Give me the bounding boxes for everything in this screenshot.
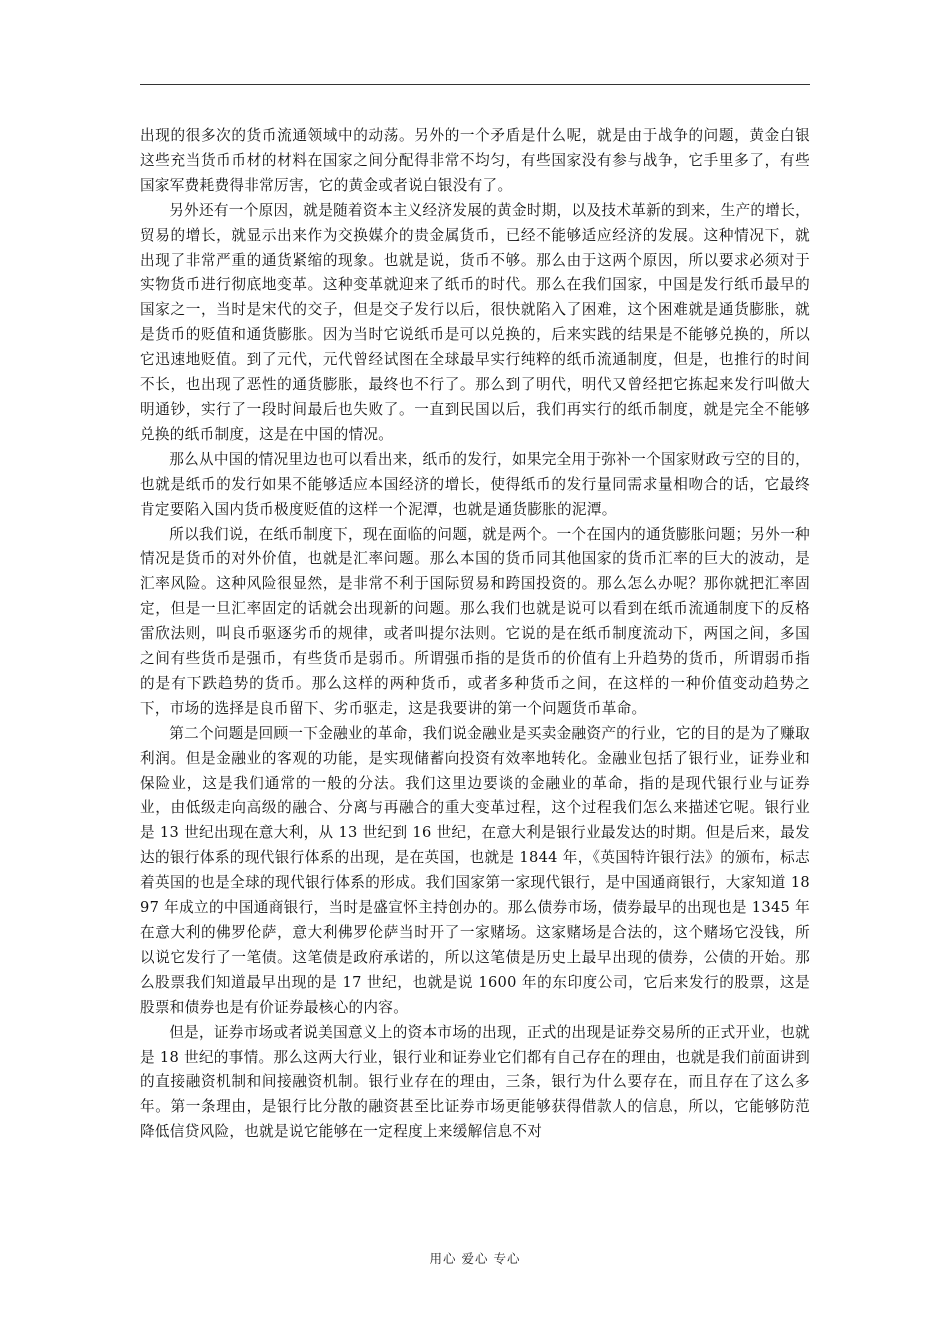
paragraph-2: 另外还有一个原因，就是随着资本主义经济发展的黄金时期，以及技术革新的到来，生产的增长，贸易的增长，就显示出来作为交换媒介的贵金属货币，已经不能够适应经济的发展。这种情况下，就出现了非常严重的通货紧缩的现象。也就是说，货币不够。那么由于这两个原因，所以要求必须对于实物货币进行彻底地变革。这种变革就迎来了纸币的时代。那么在我们国家，中国是发行纸币最早的国家之一，当时是宋代的交子，但是交子发行以后，很快就陷入了困难，这个困难就是通货膨胀，就是货币的贬值和通货膨胀。因为当时它说纸币是可以兑换的，后来实践的结果是不能够兑换的，所以它迅速地贬值。到了元代，元代曾经试图在全球最早实行纯粹的纸币流通制度，但是，也推行的时间不长，也出现了恶性的通货膨胀，最终也不行了。那么到了明代，明代又曾经把它拣起来发行叫做大明通钞，实行了一段时间最后也失败了。一直到民国以后，我们再实行的纸币制度，就是完全不能够兑换的纸币制度，这是在中国的情况。 [140, 201, 810, 443]
header-rule [140, 84, 810, 85]
paragraph-1: 出现的很多次的货币流通领域中的动荡。另外的一个矛盾是什么呢，就是由于战争的问题，黄金白银这些充当货币币材的材料在国家之间分配得非常不均匀，有些国家没有参与战争，它手里多了，有些国家军费耗费得非常厉害，它的黄金或者说白银没有了。 [140, 127, 810, 194]
document-body [140, 124, 810, 1145]
paragraph-4: 所以我们说，在纸币制度下，现在面临的问题，就是两个。一个在国内的通货膨胀问题；另外一种情况是货币的对外价值，也就是汇率问题。那么本国的货币同其他国家的货币汇率的巨大的波动，是汇率风险。这种风险很显然，是非常不利于国际贸易和跨国投资的。那么怎么办呢？那你就把汇率固定，但是一旦汇率固定的话就会出现新的问题。那么我们也就是说可以看到在纸币流通制度下的反格雷欣法则，叫良币驱逐劣币的规律，或者叫提尔法则。它说的是在纸币制度流动下，两国之间，多国之间有些货币是强币，有些货币是弱币。所谓强币指的是货币的价值有上升趋势的货币，所谓弱币指的是有下跌趋势的货币。那么这样的两种货币，或者多种货币之间，在这样的一种价值变动趋势之下，市场的选择是良币留下、劣币驱走，这是我要讲的第一个问题货币革命。 [140, 525, 810, 717]
paragraph-6: 但是，证券市场或者说美国意义上的资本市场的出现，正式的出现是证券交易所的正式开业，也就是 18 世纪的事情。那么这两大行业，银行业和证券业它们都有自己存在的理由，也就是我们前面讲到的直接融资机制和间接融资机制。银行业存在的理由，三条，银行为什么要存在，而且存在了这么多年。第一条理由，是银行比分散的融资甚至比证券市场更能够获得借款人的信息，所以，它能够防范降低信贷风险，也就是说它能够在一定程度上来缓解信息不对 [140, 1023, 810, 1141]
paragraph-5: 第二个问题是回顾一下金融业的革命，我们说金融业是买卖金融资产的行业，它的目的是为了赚取利润。但是金融业的客观的功能，是实现储蓄向投资有效率地转化。金融业包括了银行业，证券业和保险业，这是我们通常的一般的分法。我们这里边要谈的金融业的革命，指的是现代银行业与证券业，由低级走向高级的融合、分离与再融合的重大变革过程，这个过程我们怎么来描述它呢。银行业是 13 世纪出现在意大利，从 13 世纪到 16 世纪，在意大利是银行业最发达的时期。但是后来，最发达的银行体系的现代银行体系的出现，是在英国，也就是 1844 年，《英国特许银行法》的颁布，标志着英国的也是全球的现代银行体系的形成。我们国家第一家现代银行，是中国通商银行，大家知道 1897 年成立的中国通商银行，当时是盛宣怀主持创办的。那么债券市场，债券最早的出现也是 1345 年在意大利的佛罗伦萨，意大利佛罗伦萨当时开了一家赌场。这家赌场是合法的，这个赌场它没钱，所以说它发行了一笔债。这笔债是政府承诺的，所以这笔债是历史上最早出现的债券，公债的开始。那么股票我们知道最早出现的是 17 世纪，也就是说 1600 年的东印度公司，它后来发行的股票，这是股票和债券也是有价证券最核心的内容。 [140, 724, 810, 1016]
page-footer: 用心 爱心 专心 [429, 1251, 521, 1266]
paragraph-3: 那么从中国的情况里边也可以看出来，纸币的发行，如果完全用于弥补一个国家财政亏空的目的，也就是纸币的发行如果不能够适应本国经济的增长，使得纸币的发行量同需求量相吻合的话，它最终肯定要陷入国内货币极度贬值的这样一个泥潭，也就是通货膨胀的泥潭。 [140, 450, 810, 518]
